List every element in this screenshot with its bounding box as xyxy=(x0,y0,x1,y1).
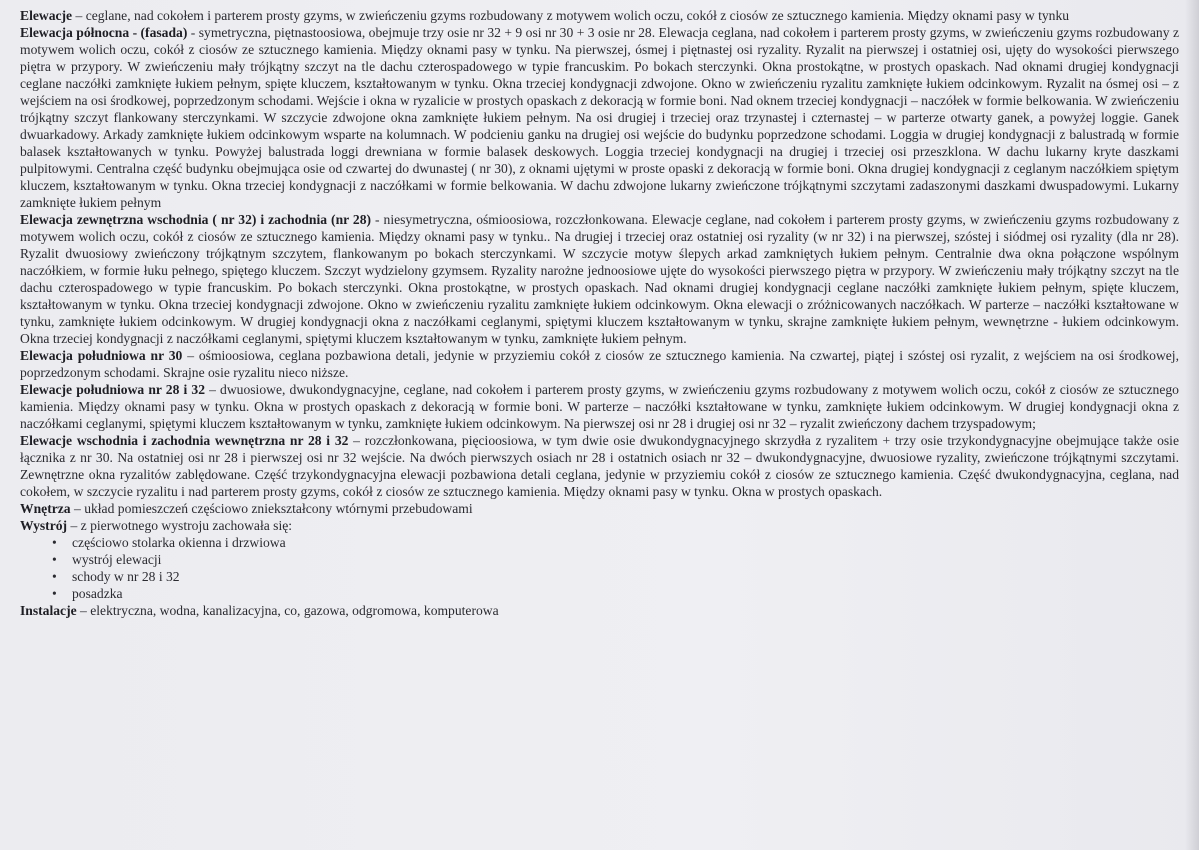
section-elewacje xyxy=(20,7,1179,24)
section-text: – układ pomieszczeń częściowo zniekształcony wtórnymi przebudowami xyxy=(70,501,473,516)
section-elewacja-polnocna xyxy=(20,24,1179,211)
section-text: – rozczłonkowana, pięcioosiowa, w tym dwie osie dwukondygnacyjnego skrzydła z ryzalitem + trzy osie trzykondygnacyjne obejmujące także osie łącznika z nr 30. Na ostatniej osi nr 28 i pierwszej osi nr 32 wejście. Na dwóch pierwszych osiach nr 28 i ostatnich osiach nr 32 – dwukondygnacyjne, dwuosiowe ryzality, zwieńczone trójkątnymi szczytami. Zewnętrzne okna ryzalitów zablędowane. Część trzykondygnacyjna elewacji pozbawiona detali ceglana, jedynie w przyziemiu cokół z ciosów ze sztucznego kamienia. Część dwukondygnacyjna, ceglana, nad cokołem, w szczycie ryzalitu i nad parterem prosty gzyms, cokół z ciosów ze sztucznego kamienia. Między oknami pasy w tynku. Okna w prostych opaskach. xyxy=(20,433,1179,499)
section-wnetrza xyxy=(20,500,1179,517)
section-heading: Elewacja zewnętrzna wschodnia ( nr 32) i zachodnia (nr 28) xyxy=(20,212,372,227)
list-item: • schody w nr 28 i 32 xyxy=(52,568,1179,585)
wystroj-list xyxy=(20,534,1179,602)
section-heading: Elewacje wschodnia i zachodnia wewnętrzna nr 28 i 32 xyxy=(20,433,349,448)
section-text: - symetryczna, piętnastoosiowa, obejmuje trzy osie nr 32 + 9 osi nr 30 + 3 osie nr 28. Elewacja ceglana, nad cokołem i parterem prosty gzyms, w zwieńczeniu gzyms rozbudowany z motywem wolich oczu, cokół z ciosów ze sztucznego kamienia. Między oknami pasy w tynku. Na pierwszej, ósmej i piętnastej osi ryzality. Ryzalit na pierwszej i ostatniej osi, ujęty do wysokości pierwszego piętra w przypory. W zwieńczeniu mały trójkątny szczyt na tle dachu czterospadowego w typie francuskim. Po bokach sterczynki. Okna prostokątne, w prostych opaskach. Nad oknami drugiej kondygnacji ceglane naczółki zamknięte łukiem pełnym, spięte kluczem, kształtowanym w tynku. Okna trzeciej kondygnacji zdwojone. Okno w zwieńczeniu ryzalitu zamknięte łukiem odcinkowym. Ryzalit na ósmej osi – z wejściem na osi środkowej, poprzedzonym schodami. Wejście i okna w ryzalicie w prostych opaskach z dekoracją w formie boni. Nad oknem trzeciej kondygnacji – naczółek w formie belkowania. W zwieńczeniu trójkątny szczyt flankowany sterczynkami. W szczycie zdwojone okna zamknięte łukiem pełnym. Na osi drugiej i trzeciej oraz trzynastej i czternastej – w parterze otwarty ganek, a powyżej loggie. Ganek dwuarkadowy. Arkady zamknięte łukiem odcinkowym wsparte na kolumnach. W podcieniu ganku na drugiej osi wejście do budynku poprzedzone schodami. Loggia w drugiej kondygnacji z balustradą w formie balasek kształtowanych w tynku. Powyżej balustrada loggi drewniana w formie balasek deskowych. Loggia trzeciej kondygnacji na drugiej i trzeciej osi przeszklona. W dachu lukarny kryte daszkami pulpitowymi. Centralna część budynku obejmująca osie od czwartej do dwunastej ( nr 30), z oknami ujętymi w proste opaski z dekoracją w formie boni. Okna drugiej kondygnacji z ceglanym naczółkiem spiętym kluczem, kształtowanym w tynku. Okna trzeciej kondygnacji z naczółkami w formie belkowania. W dachu zdwojone lukarny zwieńczone trójkątnymi szczytami zadaszonymi daszkami dwuspadowymi. Lukarny zamknięte łukiem pełnym xyxy=(20,25,1179,210)
section-text: – dwuosiowe, dwukondygnacyjne, ceglane, nad cokołem i parterem prosty gzyms, w zwieńczeniu gzyms rozbudowany z motywem wolich oczu, cokół z ciosów ze sztucznego kamienia. Między oknami pasy w tynku. Okna w prostych opaskach z dekoracją w formie boni. W parterze – naczółki kształtowane w tynku, zamknięte łukiem odcinkowym. W drugiej kondygnacji okna z naczółkami ceglanymi, spiętymi kluczem kształtowanym w tynku, zamknięte łukiem odcinkowym. Na pierwszej osi nr 28 i drugiej osi nr 32 – ryzalit zwieńczony dachem trzyspadowym; xyxy=(20,382,1179,431)
section-heading: Elewacje południowa nr 28 i 32 xyxy=(20,382,206,397)
section-elewacja-wschodnia-zachodnia xyxy=(20,211,1179,347)
section-heading: Elewacja południowa nr 30 xyxy=(20,348,183,363)
section-heading: Instalacje xyxy=(20,603,77,618)
list-item: • wystrój elewacji xyxy=(52,551,1179,568)
section-text: – elektryczna, wodna, kanalizacyjna, co, gazowa, odgromowa, komputerowa xyxy=(76,603,499,618)
section-heading: Elewacje xyxy=(20,8,73,23)
section-wystroj xyxy=(20,517,1179,534)
section-elewacje-poludniowa-28-32 xyxy=(20,381,1179,432)
section-heading: Wnętrza xyxy=(20,501,71,516)
section-heading: Elewacja północna - (fasada) xyxy=(20,25,188,40)
section-text: – ceglane, nad cokołem i parterem prosty gzyms, w zwieńczeniu gzyms rozbudowany z motywem wolich oczu, cokół z ciosów ze sztucznego kamienia. Między oknami pasy w tynku xyxy=(72,8,1070,23)
list-item: • posadzka xyxy=(52,585,1179,602)
list-item: • częściowo stolarka okienna i drzwiowa xyxy=(52,534,1179,551)
section-elewacja-poludniowa-30 xyxy=(20,347,1179,381)
section-text: – ośmioosiowa, ceglana pozbawiona detali, jedynie w przyziemiu cokół z ciosów ze sztucznego kamienia. Na czwartej, piątej i szóstej osi ryzalit, z wejściem na osi środkowej, poprzedzonym schodami. Skrajne osie ryzalitu nieco niższe. xyxy=(20,348,1179,380)
section-instalacje xyxy=(20,602,1179,619)
section-elewacje-wewnetrzne xyxy=(20,432,1179,500)
section-heading: Wystrój xyxy=(20,518,68,533)
section-text: – z pierwotnego wystroju zachowała się: xyxy=(67,518,293,533)
section-text: - niesymetryczna, ośmioosiowa, rozczłonkowana. Elewacje ceglane, nad cokołem i parterem prosty gzyms, w zwieńczeniu gzyms rozbudowany z motywem wolich oczu, cokół z ciosów ze sztucznego kamienia. Między oknami pasy w tynku.. Na drugiej i trzeciej oraz ostatniej osi ryzality (w nr 32) i na pierwszej, szóstej i siódmej osi ryzality (dla nr 28). Ryzalit dwuosiowy zwieńczony trójkątnym szczytem, flankowanym po bokach sterczynkami. W szczycie motyw ślepych arkad zamkniętych łukiem pełnym. Centralnie dwa okna połączone wspólnym naczółkiem, w formie łuku pełnego, spiętego kluczem. Szczyt wydzielony gzymsem. Ryzality narożne jednoosiowe ujęte do wysokości pierwszego piętra w przypory. W zwieńczeniu mały trójkątny szczyt na tle dachu czterospadowego w typie francuskim. Po bokach sterczynki. Okna prostokątne, w prostych opaskach. Nad oknami drugiej kondygnacji ceglane naczółki zamknięte łukiem pełnym, spięte kluczem, kształtowanym w tynku. Okna trzeciej kondygnacji zdwojone. Okno w zwieńczeniu ryzalitu zamknięte łukiem odcinkowym. Okna elewacji o zróżnicowanych naczółkach. W parterze – naczółki kształtowane w tynku, zamknięte łukiem odcinkowym. W drugiej kondygnacji okna z naczółkami ceglanymi, spiętymi kluczem kształtowanym w tynku, skrajne zamknięte łukiem pełnym, wewnętrzne - łukiem odcinkowym. Okna trzeciej kondygnacji z naczółkami ceglanymi, spiętymi kluczem kształtowanym w tynku, zamknięte łukiem pełnym. xyxy=(20,212,1179,346)
